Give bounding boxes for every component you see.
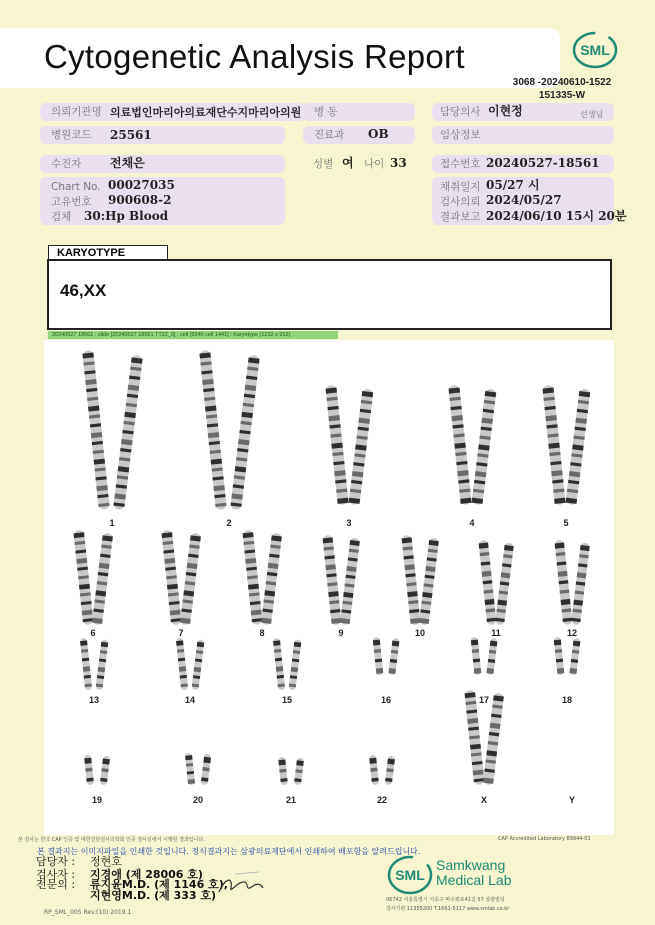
chromosome-pair-11: [478, 540, 514, 626]
chromosome-pair-9: [322, 535, 360, 626]
chromosome-label: 20: [192, 795, 203, 805]
institution-label: 의뢰기관명: [51, 106, 102, 118]
chromosome-pair-7: [161, 530, 201, 626]
chromosome-label: 16: [380, 695, 391, 705]
chromosome-label: 4: [469, 518, 475, 528]
chromosome-pair-1: [82, 350, 143, 510]
chromosome-label: 13: [88, 695, 99, 705]
chromosome-label: 15: [281, 695, 292, 705]
chromosome-label: 11: [491, 628, 501, 638]
chromosome-label: 1: [109, 518, 115, 528]
specimen-label: 검체: [51, 211, 72, 223]
specimen-value: 30:Hp Blood: [84, 209, 169, 223]
karyotype-label: KARYOTYPE: [48, 245, 168, 259]
chromosome-pair-12: [554, 540, 590, 626]
request-number: [506, 76, 618, 102]
hospital-code-value: 25561: [110, 128, 152, 142]
department-label: 진료과: [314, 129, 345, 141]
lab-phone: 검사기관 11355200 T.1661-5117 www.smlab.co.kr: [386, 906, 510, 912]
chromosome-pair-4: [448, 385, 496, 505]
chromosome-label: 19: [91, 795, 102, 805]
chromosome-pair-10: [401, 535, 439, 626]
staff-name-4: 지현영M.D. (제 333 호): [90, 889, 217, 902]
chromosome-label: 18: [561, 695, 572, 705]
sex-value: 여: [342, 156, 354, 170]
chromosome-label: 2: [226, 518, 232, 528]
chromosome-label: 3: [346, 518, 352, 528]
chromosome-label: 14: [184, 695, 195, 705]
receipt-no-label: 접수번호: [440, 158, 481, 170]
samkwang-logo-text: SML: [395, 867, 425, 883]
signature-icon: [215, 868, 265, 898]
id-no-label: 고유번호: [51, 196, 92, 208]
chromosome-pair-22: [369, 755, 395, 786]
report-title: Cytogenetic Analysis Report: [44, 38, 465, 75]
chromosome-pair-14: [176, 638, 205, 690]
chromosome-pair-3: [325, 385, 373, 505]
lab-name-line-2: Medical Lab: [436, 872, 512, 888]
result-label: 결과보고: [440, 211, 481, 223]
clinical-info-label: 임상정보: [440, 129, 481, 141]
cap-text: CAP Accredited Laboratory 89944-01: [498, 836, 591, 842]
chromosome-label: 9: [338, 628, 344, 638]
form-number: RP_SML_005 Rev.(10) 2019.1: [44, 909, 132, 916]
staff-name-2: 지경애 (제 28006 호): [90, 868, 203, 881]
receipt-no-value: 20240527-18561: [486, 156, 600, 170]
chromosome-label: 17: [478, 695, 489, 705]
doctor-value: 이현정: [488, 104, 523, 118]
chromosome-pair-8: [242, 530, 282, 626]
chart-no-label: Chart No.: [51, 181, 101, 193]
chromosome-label: 10: [414, 628, 425, 638]
karyogram-svg: [44, 340, 614, 835]
karyogram-image: [44, 340, 614, 835]
chromosome-pair-19: [84, 755, 110, 786]
chromosome-pair-13: [80, 638, 109, 690]
staff-name-1: 정현호: [90, 855, 122, 868]
chromosome-label: 12: [566, 628, 577, 638]
doctor-label: 담당의사: [440, 106, 481, 118]
age-label: 나이: [364, 158, 385, 170]
age-value: 33: [390, 156, 407, 170]
chromosome-label: 7: [178, 628, 184, 638]
chromosome-label: 5: [563, 518, 569, 528]
institution-value: 의료법인마리아의료재단수지마리아의원: [110, 106, 302, 119]
id-no-value: 900608-2: [108, 193, 172, 207]
request-number-line-1: 3068 -20240610-1522: [512, 77, 612, 88]
chromosome-pair-21: [278, 757, 304, 786]
doctor-suffix: 선생님: [580, 110, 604, 119]
collect-label: 채취일지: [440, 181, 481, 193]
result-value: 2024/06/10 15시 20분: [486, 209, 627, 223]
staff-name-3: 류지윤M.D. (제 1146 호),: [90, 878, 228, 891]
patient-value: 전채은: [110, 156, 145, 170]
chromosome-pair-5: [542, 385, 590, 505]
request-value: 2024/05/27: [486, 193, 562, 207]
logo-text: SML: [580, 42, 610, 58]
chromosome-label: X: [480, 795, 487, 805]
chromosome-pair-17: [471, 637, 498, 676]
patient-label: 수진자: [51, 158, 82, 170]
sml-logo-icon: [572, 30, 618, 70]
lab-name-line-1: Samkwang: [436, 857, 506, 873]
staff-role-2: 검사자 :: [36, 868, 76, 881]
hospital-code-label: 병원코드: [51, 129, 92, 141]
request-number-line-2: 151335-W: [538, 90, 586, 101]
image-caption-bar: 20240527 18561 : slide [20240527 18561 TT22_0] : cell [9340 cell 1441] : Karyotype (1232 x 912): [48, 331, 338, 339]
chromosome-label: Y: [568, 795, 575, 805]
chromosome-pair-18: [554, 637, 581, 676]
staff-role-1: 담당자 :: [36, 855, 76, 868]
notice-text: 본 결과지는 이미지파일을 인쇄한 것입니다. 정식결과지는 삼광의료재단에서 인쇄하여 배포함을 알려드립니다.: [37, 847, 421, 856]
chromosome-label: 8: [259, 628, 265, 638]
chromosome-label: 6: [90, 628, 96, 638]
request-label: 검사의뢰: [440, 196, 481, 208]
ward-label: 병 동: [314, 106, 338, 118]
samkwang-logo-icon: [386, 853, 434, 897]
chart-no-value: 00027035: [108, 178, 175, 192]
department-value: OB: [368, 127, 389, 141]
collect-value: 05/27 시: [486, 178, 540, 192]
fine-print: 본 검사는 한국 CAP 인증 및 대한진단검사의학회 인증 검사실에서 시행된 결과입니다.: [18, 837, 205, 843]
chromosome-pair-20: [185, 753, 212, 786]
lab-address: 06742 서울특별시 서초구 바우뫼로41길 57 삼광빌딩: [386, 897, 505, 903]
chromosome-pair-2: [199, 350, 260, 510]
lab-name: [436, 858, 512, 888]
chromosome-pair-15: [273, 638, 302, 690]
staff-role-3: 전문의 :: [36, 878, 76, 891]
chromosome-pair-16: [373, 637, 400, 676]
karyotype-value: 46,XX: [60, 281, 107, 300]
chromosome-label: 21: [285, 795, 296, 805]
karyotype-box: [47, 259, 612, 330]
chromosome-pair-6: [73, 530, 113, 626]
sex-label: 성별: [313, 158, 334, 170]
chromosome-label: 22: [376, 795, 387, 805]
